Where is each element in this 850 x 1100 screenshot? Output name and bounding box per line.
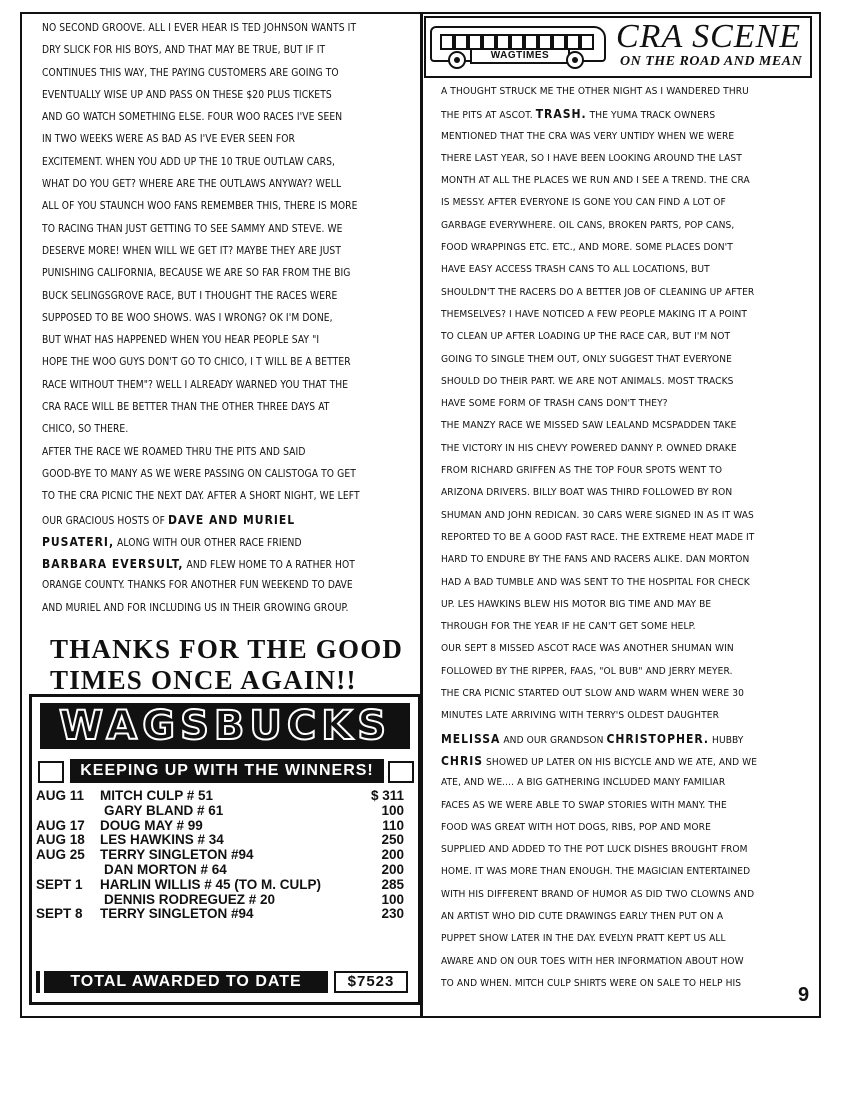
- text-line: [441, 460, 813, 482]
- total-row: [36, 971, 412, 993]
- text-line: [441, 215, 813, 237]
- winner-date: SEPT 1: [36, 876, 83, 892]
- winners-subtitle: KEEPING UP WITH THE WINNERS!: [70, 759, 384, 783]
- winners-table: [34, 789, 410, 922]
- text-segment: PUNISHING CALIFORNIA, BECAUSE WE ARE SO FAR FROM THE BIG: [42, 268, 351, 280]
- wagsbucks-title-text: WAGSBUCKS: [58, 703, 392, 749]
- text-line: [42, 598, 414, 620]
- winner-row: [34, 848, 410, 863]
- text-segment: CONTINUES THIS WAY, THE PAYING CUSTOMERS ARE GOING TO: [42, 67, 339, 79]
- text-line: [441, 861, 813, 883]
- text-line: [441, 750, 813, 772]
- winner-row: [34, 893, 410, 908]
- text-line: [441, 572, 813, 594]
- text-segment: GOING TO SINGLE THEM OUT, ONLY SUGGEST THAT EVERYONE: [441, 353, 732, 365]
- text-segment: OUR GRACIOUS HOSTS OF: [42, 515, 168, 527]
- wagsbucks-box: [29, 694, 421, 1005]
- text-line: [42, 107, 414, 129]
- text-line: [42, 18, 414, 40]
- text-segment: ALONG WITH OUR OTHER RACE FRIEND: [114, 537, 302, 549]
- total-value: $7523: [334, 971, 408, 993]
- text-segment: HOPE THE WOO GUYS DON'T GO TO CHICO, I T WILL BE A BETTER: [42, 357, 351, 369]
- winner-row: [34, 789, 410, 804]
- winner-amount: 230: [381, 906, 404, 922]
- text-segment: MONTH AT ALL THE PLACES WE RUN AND I SEE A TREND. THE CRA: [441, 175, 750, 187]
- right-column-text: [441, 81, 813, 995]
- text-segment: CRA RACE WILL BE BETTER THAN THE OTHER THREE DAYS AT: [42, 402, 330, 414]
- text-line: [42, 85, 414, 107]
- winner-row: [34, 878, 410, 893]
- text-segment: AND OUR GRANDSON: [500, 734, 607, 746]
- text-line: [42, 241, 414, 263]
- text-segment: IN TWO WEEKS WERE AS BAD AS I'VE EVER SEEN FOR: [42, 134, 295, 146]
- winner-date: SEPT 8: [36, 906, 83, 922]
- text-line: [42, 330, 414, 352]
- winner-amount: 100: [381, 802, 404, 818]
- text-segment: AND GO WATCH SOMETHING ELSE. FOUR WOO RACES I'VE SEEN: [42, 112, 343, 124]
- text-segment: OUR SEPT 8 MISSED ASCOT RACE WAS ANOTHER SHUMAN WIN: [441, 643, 734, 655]
- winner-name: GARY BLAND # 61: [104, 802, 224, 818]
- text-line: [441, 839, 813, 861]
- text-line: [42, 352, 414, 374]
- text-line: [441, 103, 813, 125]
- text-line: [441, 638, 813, 660]
- text-line: [441, 906, 813, 928]
- text-segment: FROM RICHARD GRIFFEN AS THE TOP FOUR SPOTS WENT TO: [441, 465, 723, 477]
- winner-amount: $ 311: [370, 788, 404, 803]
- text-segment: THE CRA PICNIC STARTED OUT SLOW AND WARM WHEN WERE 30: [441, 688, 744, 700]
- winner-name: HARLIN WILLIS # 45 (TO M. CULP): [100, 876, 322, 892]
- text-line: [441, 170, 813, 192]
- text-segment: GARBAGE EVERYWHERE. OIL CANS, BROKEN PARTS, POP CANS,: [441, 219, 735, 231]
- text-segment: THE VICTORY IN HIS CHEVY POWERED DANNY P. OWNED DRAKE: [441, 442, 737, 454]
- text-line: [42, 575, 414, 597]
- text-line: [441, 817, 813, 839]
- winner-amount: 200: [381, 847, 404, 863]
- text-segment: CHICO, SO THERE.: [42, 424, 129, 436]
- text-segment: AFTER THE RACE WE ROAMED THRU THE PITS AND SAID: [42, 446, 306, 458]
- text-line: [42, 40, 414, 62]
- text-segment: TO AND WHEN. MITCH CULP SHIRTS WERE ON SALE TO HELP HIS: [441, 977, 742, 989]
- square-ornament-icon: [38, 761, 64, 783]
- text-line: [42, 531, 414, 553]
- wheel-icon: [566, 51, 584, 69]
- text-segment: MENTIONED THAT THE CRA WAS VERY UNTIDY WHEN WE WERE: [441, 130, 735, 142]
- text-line: [441, 326, 813, 348]
- text-segment: AND FLEW HOME TO A RATHER HOT: [183, 560, 355, 572]
- winner-row: [34, 833, 410, 848]
- text-line: [441, 928, 813, 950]
- text-segment: ATE, AND WE.... A BIG GATHERING INCLUDED MANY FAMILIAR: [441, 777, 726, 789]
- text-segment: ORANGE COUNTY. THANKS FOR ANOTHER FUN WEEKEND TO DAVE: [42, 580, 353, 592]
- text-segment: ALL OF YOU STAUNCH WOO FANS REMEMBER THIS, THERE IS MORE: [42, 201, 358, 213]
- text-line: [441, 349, 813, 371]
- text-segment: SHOULDN'T THE RACERS DO A BETTER JOB OF CLEANING UP AFTER: [441, 286, 755, 298]
- text-segment: UP. LES HAWKINS BLEW HIS MOTOR BIG TIME AND MAY BE: [441, 598, 712, 610]
- wagsbucks-title: [40, 703, 410, 749]
- text-segment: DRY SLICK FOR HIS BOYS, AND THAT MAY BE TRUE, BUT IF IT: [42, 45, 326, 57]
- text-segment: HAVE EASY ACCESS TRASH CANS TO ALL LOCATIONS, BUT: [441, 264, 710, 276]
- emphasized-name: DAVE AND MURIEL: [167, 512, 296, 527]
- text-segment: NO SECOND GROOVE. ALL I EVER HEAR IS TED JOHNSON WANTS IT: [42, 23, 357, 34]
- winner-name: DAN MORTON # 64: [104, 861, 227, 877]
- cra-scene-title: CRA SCENE: [616, 18, 801, 55]
- emphasized-name: BARBARA EVERSULT,: [42, 557, 184, 572]
- text-segment: FACES AS WE WERE ABLE TO SWAP STORIES WITH MANY. THE: [441, 799, 727, 811]
- bus-window: [440, 34, 454, 50]
- text-segment: A THOUGHT STRUCK ME THE OTHER NIGHT AS I WANDERED THRU: [441, 86, 749, 97]
- wheel-icon: [448, 51, 466, 69]
- emphasized-name: TRASH.: [535, 107, 587, 122]
- winner-row: [34, 819, 410, 834]
- bus-label: WAGTIMES: [470, 48, 570, 64]
- text-segment: GOOD-BYE TO MANY AS WE WERE PASSING ON CALISTOGA TO GET: [42, 468, 356, 480]
- text-line: [441, 282, 813, 304]
- text-segment: TO THE CRA PICNIC THE NEXT DAY. AFTER A SHORT NIGHT, WE LEFT: [42, 491, 360, 503]
- text-line: [441, 126, 813, 148]
- text-segment: FOOD WRAPPINGS ETC. ETC., AND MORE. SOME PLACES DON'T: [441, 242, 733, 254]
- total-label: TOTAL AWARDED TO DATE: [44, 971, 328, 993]
- text-segment: DESERVE MORE! WHEN WILL WE GET IT? MAYBE THEY ARE JUST: [42, 245, 342, 257]
- text-line: [441, 884, 813, 906]
- text-segment: HAVE SOME FORM OF TRASH CANS DON'T THEY?: [441, 398, 668, 410]
- text-segment: EVENTUALLY WISE UP AND PASS ON THESE $20 PLUS TICKETS: [42, 89, 332, 101]
- text-segment: THE YUMA TRACK OWNERS: [586, 110, 716, 122]
- text-line: [441, 594, 813, 616]
- text-line: [441, 371, 813, 393]
- winner-amount: 250: [381, 832, 404, 848]
- text-segment: SHUMAN AND JOHN REDICAN. 30 CARS WERE SIGNED IN AS IT WAS: [441, 509, 754, 521]
- text-line: [42, 464, 414, 486]
- text-segment: THROUGH FOR THE YEAR IF HE CAN'T GET SOME HELP.: [441, 621, 696, 633]
- text-segment: WHAT DO YOU GET? WHERE ARE THE OUTLAWS ANYWAY? WELL: [42, 179, 342, 191]
- text-segment: THERE LAST YEAR, SO I HAVE BEEN LOOKING AROUND THE LAST: [441, 152, 742, 164]
- text-line: [42, 442, 414, 464]
- text-line: [441, 683, 813, 705]
- bus-icon: [430, 24, 608, 68]
- emphasized-name: PUSATERI,: [42, 534, 115, 549]
- winner-amount: 110: [382, 817, 404, 833]
- text-segment: MINUTES LATE ARRIVING WITH TERRY'S OLDEST DAUGHTER: [441, 710, 719, 722]
- text-line: [441, 482, 813, 504]
- text-segment: SUPPOSED TO BE WOO SHOWS. WAS I WRONG? OK I'M DONE,: [42, 312, 333, 324]
- total-side-mark: [36, 971, 40, 993]
- text-segment: AWARE AND ON OUR TOES WITH HER INFORMATION ABOUT HOW: [441, 955, 744, 967]
- text-line: [42, 509, 414, 531]
- text-segment: IS MESSY. AFTER EVERYONE IS GONE YOU CAN FIND A LOT OF: [441, 197, 726, 209]
- text-line: [42, 174, 414, 196]
- text-segment: FOOD WAS GREAT WITH HOT DOGS, RIBS, POP AND MORE: [441, 821, 711, 833]
- text-segment: THE PITS AT ASCOT.: [441, 110, 536, 122]
- text-line: [441, 728, 813, 750]
- text-segment: HUBBY: [709, 734, 744, 746]
- text-segment: HARD TO ENDURE BY THE FANS AND RACERS ALIKE. DAN MORTON: [441, 554, 750, 566]
- cra-scene-header: [424, 16, 812, 78]
- text-segment: HAD A BAD TUMBLE AND WAS SENT TO THE HOSPITAL FOR CHECK: [441, 576, 750, 588]
- text-line: [42, 486, 414, 508]
- winner-row: [34, 907, 410, 922]
- winner-row: [34, 863, 410, 878]
- text-segment: RACE WITHOUT THEM"? WELL I ALREADY WARNED YOU THAT THE: [42, 379, 349, 391]
- winner-name: MITCH CULP # 51: [100, 788, 214, 803]
- text-line: [42, 219, 414, 241]
- text-line: [441, 304, 813, 326]
- text-segment: ARIZONA DRIVERS. BILLY BOAT WAS THIRD FOLLOWED BY RON: [441, 487, 733, 499]
- text-line: [42, 63, 414, 85]
- emphasized-name: MELISSA: [441, 731, 501, 746]
- text-segment: REPORTED TO BE A GOOD FAST RACE. THE EXTREME HEAT MADE IT: [441, 531, 755, 543]
- text-line: [441, 951, 813, 973]
- text-line: [441, 259, 813, 281]
- text-line: [441, 415, 813, 437]
- text-line: [42, 196, 414, 218]
- text-line: [441, 148, 813, 170]
- text-line: [441, 772, 813, 794]
- emphasized-name: CHRISTOPHER.: [606, 731, 710, 746]
- page-number: 9: [798, 984, 810, 1006]
- text-line: [42, 397, 414, 419]
- text-line: [441, 237, 813, 259]
- text-line: [441, 661, 813, 683]
- text-line: [441, 705, 813, 727]
- text-segment: TO RACING THAN JUST GETTING TO SEE SAMMY AND STEVE. WE: [42, 223, 343, 235]
- winner-date: AUG 11: [36, 788, 85, 803]
- winner-name: LES HAWKINS # 34: [100, 832, 224, 848]
- text-segment: BUT WHAT HAS HAPPENED WHEN YOU HEAR PEOPLE SAY "I: [42, 335, 320, 347]
- text-segment: TO CLEAN UP AFTER LOADING UP THE RACE CAR, BUT I'M NOT: [441, 331, 731, 343]
- text-line: [42, 375, 414, 397]
- bus-window: [580, 34, 594, 50]
- winner-name: DOUG MAY # 99: [100, 817, 203, 833]
- text-segment: AND MURIEL AND FOR INCLUDING US IN THEIR GROWING GROUP.: [42, 602, 349, 614]
- text-line: [441, 616, 813, 638]
- text-segment: SHOWED UP LATER ON HIS BICYCLE AND WE ATE, AND WE: [483, 756, 758, 768]
- text-segment: HOME. IT WAS MORE THAN ENOUGH. THE MAGICIAN ENTERTAINED: [441, 866, 751, 878]
- text-segment: EXCITEMENT. WHEN YOU ADD UP THE 10 TRUE OUTLAW CARS,: [42, 156, 336, 168]
- winner-date: AUG 17: [36, 817, 85, 833]
- text-line: [441, 438, 813, 460]
- cra-scene-subtitle: ON THE ROAD AND MEAN: [620, 54, 803, 69]
- winner-amount: 200: [381, 861, 404, 877]
- text-segment: WITH HIS DIFFERENT BRAND OF HUMOR AS DID TWO CLOWNS AND: [441, 888, 755, 900]
- text-line: [441, 393, 813, 415]
- text-line: [42, 152, 414, 174]
- winner-date: AUG 25: [36, 847, 85, 863]
- text-line: [441, 973, 813, 995]
- text-segment: THE MANZY RACE WE MISSED SAW LEALAND MCSPADDEN TAKE: [441, 420, 737, 432]
- text-line: [441, 527, 813, 549]
- text-segment: PUPPET SHOW LATER IN THE DAY. EVELYN PRATT KEPT US ALL: [441, 933, 726, 945]
- winners-subtitle-row: [38, 759, 412, 783]
- text-segment: BUCK SELINGSGROVE RACE, BUT I THOUGHT THE RACES WERE: [42, 290, 338, 302]
- text-line: [441, 192, 813, 214]
- text-line: [441, 549, 813, 571]
- winner-amount: 285: [381, 876, 404, 892]
- text-line: [42, 553, 414, 575]
- text-line: [441, 81, 813, 103]
- square-ornament-icon: [388, 761, 414, 783]
- text-line: [42, 308, 414, 330]
- text-segment: THEMSELVES? I HAVE NOTICED A FEW PEOPLE MAKING IT A POINT: [441, 308, 748, 320]
- winner-name: TERRY SINGLETON #94: [100, 906, 254, 922]
- winner-name: DENNIS RODREGUEZ # 20: [104, 891, 276, 907]
- winner-row: [34, 804, 410, 819]
- winner-name: TERRY SINGLETON #94: [100, 847, 254, 863]
- text-line: [441, 795, 813, 817]
- winner-date: AUG 18: [36, 832, 85, 848]
- bus-window: [454, 34, 468, 50]
- text-line: [441, 505, 813, 527]
- text-segment: AN ARTIST WHO DID CUTE DRAWINGS EARLY THEN PUT ON A: [441, 910, 724, 922]
- text-segment: SUPPLIED AND ADDED TO THE POT LUCK DISHES BROUGHT FROM: [441, 844, 748, 856]
- thanks-headline: THANKS FOR THE GOOD TIMES ONCE AGAIN!!: [50, 634, 404, 695]
- text-line: [42, 286, 414, 308]
- text-line: [42, 263, 414, 285]
- winner-amount: 100: [381, 891, 404, 907]
- text-segment: FOLLOWED BY THE RIPPER, FAAS, "OL BUB" AND JERRY MEYER.: [441, 665, 733, 677]
- text-line: [42, 129, 414, 151]
- emphasized-name: CHRIS: [441, 753, 484, 768]
- left-column-text: [42, 18, 414, 620]
- text-line: [42, 419, 414, 441]
- text-segment: SHOULD DO THEIR PART. WE ARE NOT ANIMALS. MOST TRACKS: [441, 375, 734, 387]
